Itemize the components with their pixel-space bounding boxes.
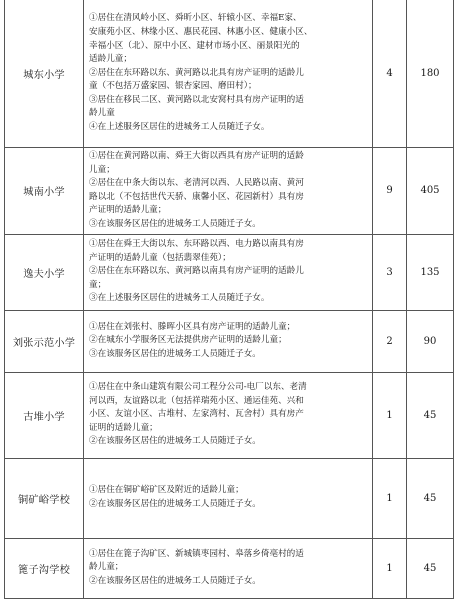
table-row (5, 458, 454, 538)
school-district-table (4, 0, 454, 599)
class-count: 1 (373, 372, 407, 458)
area-line: ②在该服务区居住的进城务工人员随迁子女。 (89, 575, 261, 586)
class-count: 3 (373, 234, 407, 310)
area-line: 儿童； (89, 164, 115, 175)
area-line: ③居住在移民二区、黄河路以北安窝村具有房产证明的适 (89, 94, 304, 105)
area-line: 龄儿童 (89, 108, 115, 119)
area-line: ①居住在刘张村、滕晖小区具有房产证明的适龄儿童； (89, 321, 296, 332)
service-area-cell (84, 148, 373, 235)
school-name: 铜矿峪学校 (5, 458, 84, 538)
area-line: ③在该服务区居住的进城务工人员随迁子女。 (89, 348, 261, 359)
service-area-cell (84, 458, 373, 538)
area-line: 河以西，友谊路以北（包括祥瑞苑小区、通运佳苑、兴和 (89, 395, 304, 406)
class-count: 2 (373, 310, 407, 372)
student-count: 45 (407, 372, 454, 458)
area-line: ①居住在铜矿峪矿区及附近的适龄儿童； (89, 485, 244, 496)
school-name: 古堆小学 (5, 372, 84, 458)
area-line: ①居住在篦子沟矿区、新城镇枣园村、皋落乡倚亳村的适 (89, 548, 304, 559)
area-line: ④在上述服务区居住的进城务工人员随迁子女。 (89, 122, 270, 133)
area-line: ②居住在东环路以东、黄河路以北具有房产证明的适龄儿 (89, 67, 304, 78)
area-line: 小区、友谊小区、古堆村、左家湾村、瓦舍村）具有房产 (89, 409, 304, 420)
area-line: 适龄儿童； (89, 54, 132, 65)
student-count: 135 (407, 234, 454, 310)
area-line: 产证明的适龄儿童； (89, 205, 167, 216)
area-line: 产证明的适龄儿童（包括翡翠佳苑）； (89, 252, 231, 263)
student-count: 405 (407, 148, 454, 235)
area-line: 童（不包括万盛家园、银杏家园、磨田村）； (89, 81, 257, 92)
area-line: ①居住在清风岭小区、舜昕小区、轩辕小区、幸福E家、 (89, 13, 302, 24)
area-line: 安康苑小区、林缘小区、惠民花园、林惠小区、健康小区、 (89, 26, 313, 37)
area-line: ②在该服务区居住的进城务工人员随迁子女。 (89, 436, 261, 447)
table-row (5, 148, 454, 235)
class-count: 9 (373, 148, 407, 235)
area-line: ①居住在舜王大街以东、东环路以西、电力路以南具有房 (89, 239, 304, 250)
school-name: 刘张示范小学 (5, 310, 84, 372)
class-count: 1 (373, 538, 407, 598)
area-line: 童； (89, 279, 107, 290)
student-count: 45 (407, 538, 454, 598)
school-name: 逸夫小学 (5, 234, 84, 310)
student-count: 45 (407, 458, 454, 538)
class-count: 1 (373, 458, 407, 538)
school-name: 城南小学 (5, 148, 84, 235)
area-line: ②在该服务区居住的进城务工人员随迁子女。 (89, 499, 261, 510)
table-row (5, 234, 454, 310)
area-line: ③在该服务区居住的进城务工人员随迁子女。 (89, 218, 261, 229)
school-name: 城东小学 (5, 0, 84, 148)
student-count: 90 (407, 310, 454, 372)
area-line: ②居住在东环路以东、黄河路以南具有房产证明的适龄儿 (89, 266, 304, 277)
student-count: 180 (407, 0, 454, 148)
area-line: ②居住在中条大街以东、老清河以西、人民路以南、黄河 (89, 178, 304, 189)
area-line: 龄儿童； (89, 562, 124, 573)
area-line: ②在城东小学服务区无法提供房产证明的适龄儿童； (89, 335, 287, 346)
service-area-cell (84, 538, 373, 598)
table-row (5, 372, 454, 458)
service-area-cell (84, 310, 373, 372)
table-row (5, 310, 454, 372)
service-area-cell (84, 372, 373, 458)
service-area-cell (84, 234, 373, 310)
table-row (5, 0, 454, 148)
service-area-cell (84, 0, 373, 148)
area-line: ①居住在黄河路以南、舜王大街以西具有房产证明的适龄 (89, 151, 304, 161)
area-line: ③在上述服务区居住的进城务工人员随迁子女。 (89, 293, 270, 304)
area-line: 幸福小区（北）、原中小区、建材市场小区、丽景阳光的 (89, 40, 300, 51)
table-row (5, 538, 454, 598)
school-name: 篦子沟学校 (5, 538, 84, 598)
area-line: 路以北（不包括世代天骄、康馨小区、花园新村）具有房 (89, 191, 304, 202)
area-line: ①居住在中条山建筑有限公司工程分公司-电厂以东、老清 (89, 382, 307, 393)
area-line: 证明的适龄儿童； (89, 422, 158, 433)
class-count: 4 (373, 0, 407, 148)
